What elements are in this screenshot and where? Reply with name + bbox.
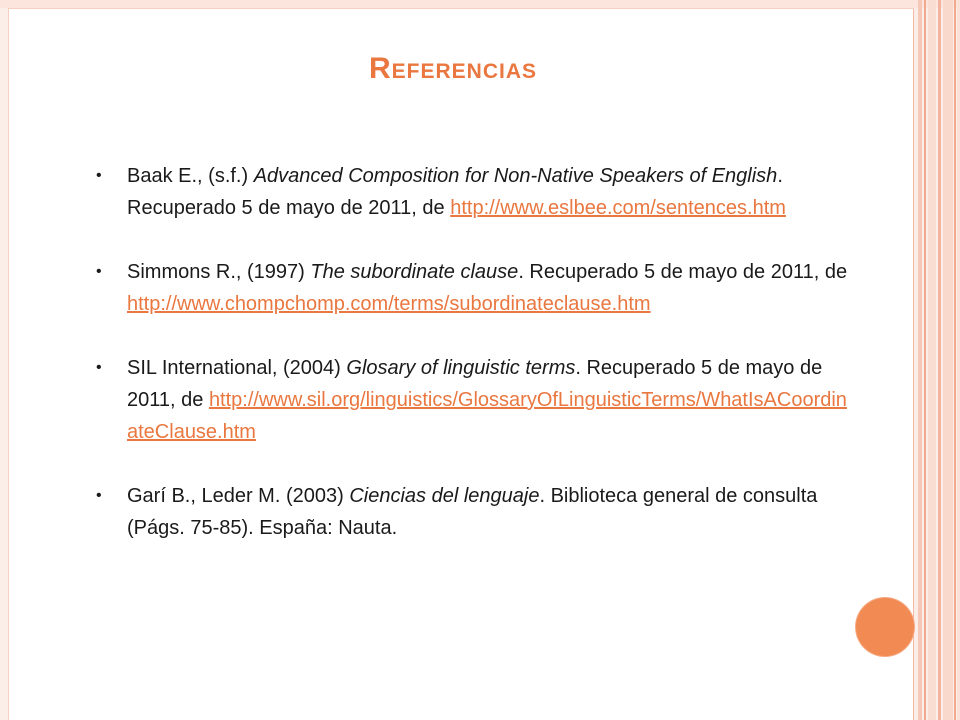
decorative-stripe [938,0,941,720]
reference-author: Simmons R., (1997) [127,261,311,283]
reference-author: SIL International, (2004) [127,357,347,379]
reference-author: Garí B., Leder M. (2003) [127,485,350,507]
decorative-stripe [954,0,956,720]
reference-work-title: Ciencias del lenguaje [349,485,540,507]
reference-details: . Recuperado 5 de mayo de 2011, de [127,165,783,219]
reference-item [96,352,856,448]
bullet-icon: • [96,359,102,376]
decorative-stripe [918,0,922,720]
reference-item [96,160,856,224]
reference-work-title: The subordinate clause [310,261,519,283]
reference-link[interactable]: http://www.eslbee.com/sentences.htm [450,197,786,219]
bullet-icon: • [96,263,102,280]
reference-link[interactable]: http://www.sil.org/linguistics/GlossaryOfLinguisticTerms/WhatIsACoordinateClause.htm [127,389,847,443]
reference-item [96,256,856,320]
decorative-stripe [928,0,936,720]
decorative-stripe [943,0,953,720]
reference-work-title: Advanced Composition for Non-Native Speakers of English [253,165,778,187]
reference-link[interactable]: http://www.chompchomp.com/terms/subordinateclause.htm [127,293,651,315]
reference-work-title: Glosary of linguistic terms [346,357,576,379]
orange-circle-decoration [856,598,914,656]
slide-title: Referencias [368,52,538,85]
reference-author: Baak E., (s.f.) [127,165,254,187]
reference-list [96,160,856,576]
reference-details: . Recuperado 5 de mayo de 2011, de [518,261,848,283]
bullet-icon: • [96,167,102,184]
bullet-icon: • [96,487,102,504]
decorative-stripe [924,0,926,720]
top-frame-band [0,0,960,8]
reference-details: . Biblioteca general de consulta (Págs. 75-85). España: Nauta. [127,485,818,539]
reference-item [96,480,856,544]
reference-details: . Recuperado 5 de mayo de 2011, de [127,357,823,411]
